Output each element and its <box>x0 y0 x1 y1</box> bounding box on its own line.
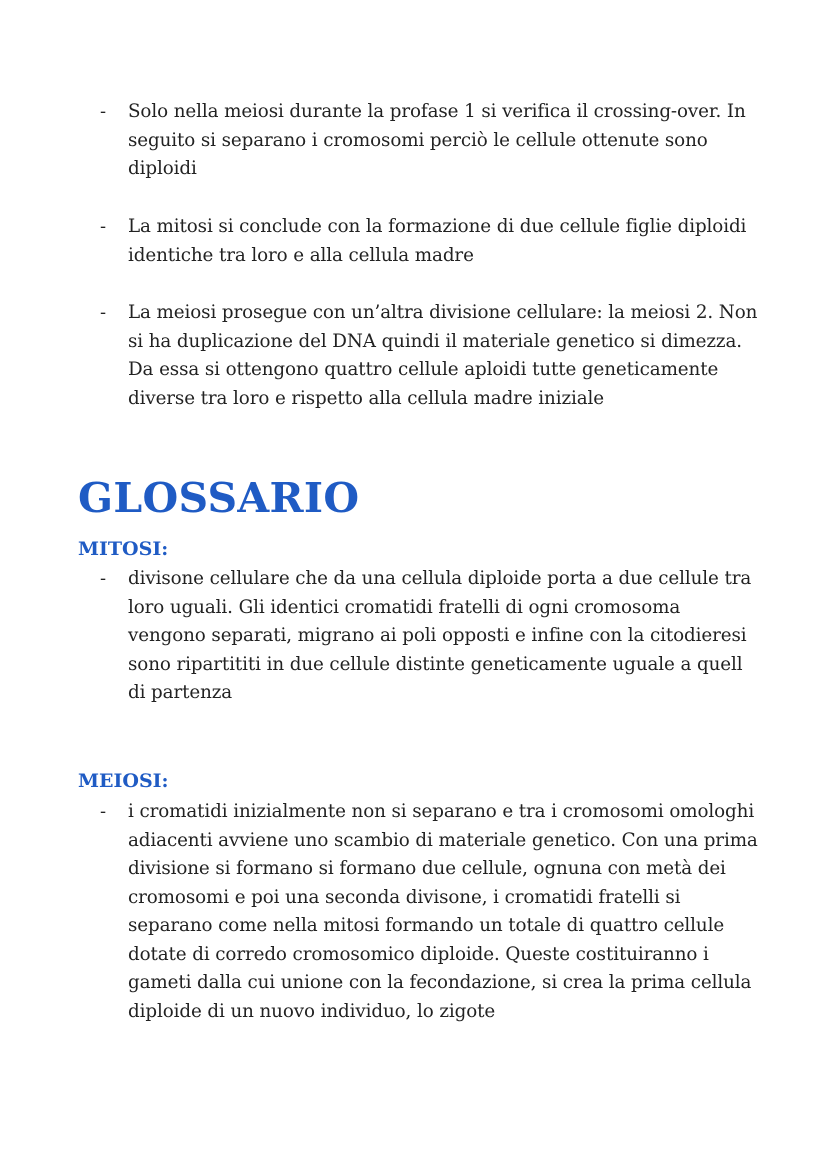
bullet-text: La mitosi si conclude con la formazione di due cellule figlie diploidi identiche tra loro e alla cellula madre <box>128 216 747 266</box>
bullet-item-crossing-over <box>100 98 760 184</box>
glossary-term-mitosi: MITOSI: <box>78 538 169 560</box>
glossary-definition-mitosi <box>100 565 760 708</box>
bullet-dash: - <box>100 101 107 122</box>
glossary-term-meiosi: MEIOSI: <box>78 770 169 792</box>
glossary-title: GLOSSARIO <box>78 474 360 522</box>
definition-text: i cromatidi inizialmente non si separano e tra i cromosomi omologhi adiacenti avviene uno scambio di materiale genetico. Con una prima divisione si formano si formano due cellule, ognuna con metà dei cromosomi e poi una seconda divisone, i cromatidi fratelli si separano come nella mitosi formando un totale di quattro cellule dotate di corredo cromosomico diploide. Queste costituiranno i gameti dalla cui unione con la fecondazione, si crea la prima cellula diploide di un nuovo individuo, lo zigote <box>128 801 758 1022</box>
bullet-item-meiosi-2 <box>100 299 760 413</box>
bullet-dash: - <box>100 568 107 589</box>
glossary-definition-meiosi <box>100 798 760 1026</box>
definition-text: divisone cellulare che da una cellula diploide porta a due cellule tra loro uguali. Gli identici cromatidi fratelli di ogni cromosoma vengono separati, migrano ai poli opposti e infine con la citodieresi sono ripartititi in due cellule distinte geneticamente uguale a quell di partenza <box>128 568 752 703</box>
bullet-item-mitosi-conclusion <box>100 213 760 270</box>
bullet-text: Solo nella meiosi durante la profase 1 si verifica il crossing-over. In seguito si separano i cromosomi perciò le cellule ottenute sono diploidi <box>128 101 746 179</box>
bullet-dash: - <box>100 801 107 822</box>
bullet-dash: - <box>100 302 107 323</box>
bullet-text: La meiosi prosegue con un’altra divisione cellulare: la meiosi 2. Non si ha duplicazione del DNA quindi il materiale genetico si dimezza. Da essa si ottengono quattro cellule aploidi tutte geneticamente diverse tra loro e rispetto alla cellula madre iniziale <box>128 302 758 409</box>
bullet-dash: - <box>100 216 107 237</box>
